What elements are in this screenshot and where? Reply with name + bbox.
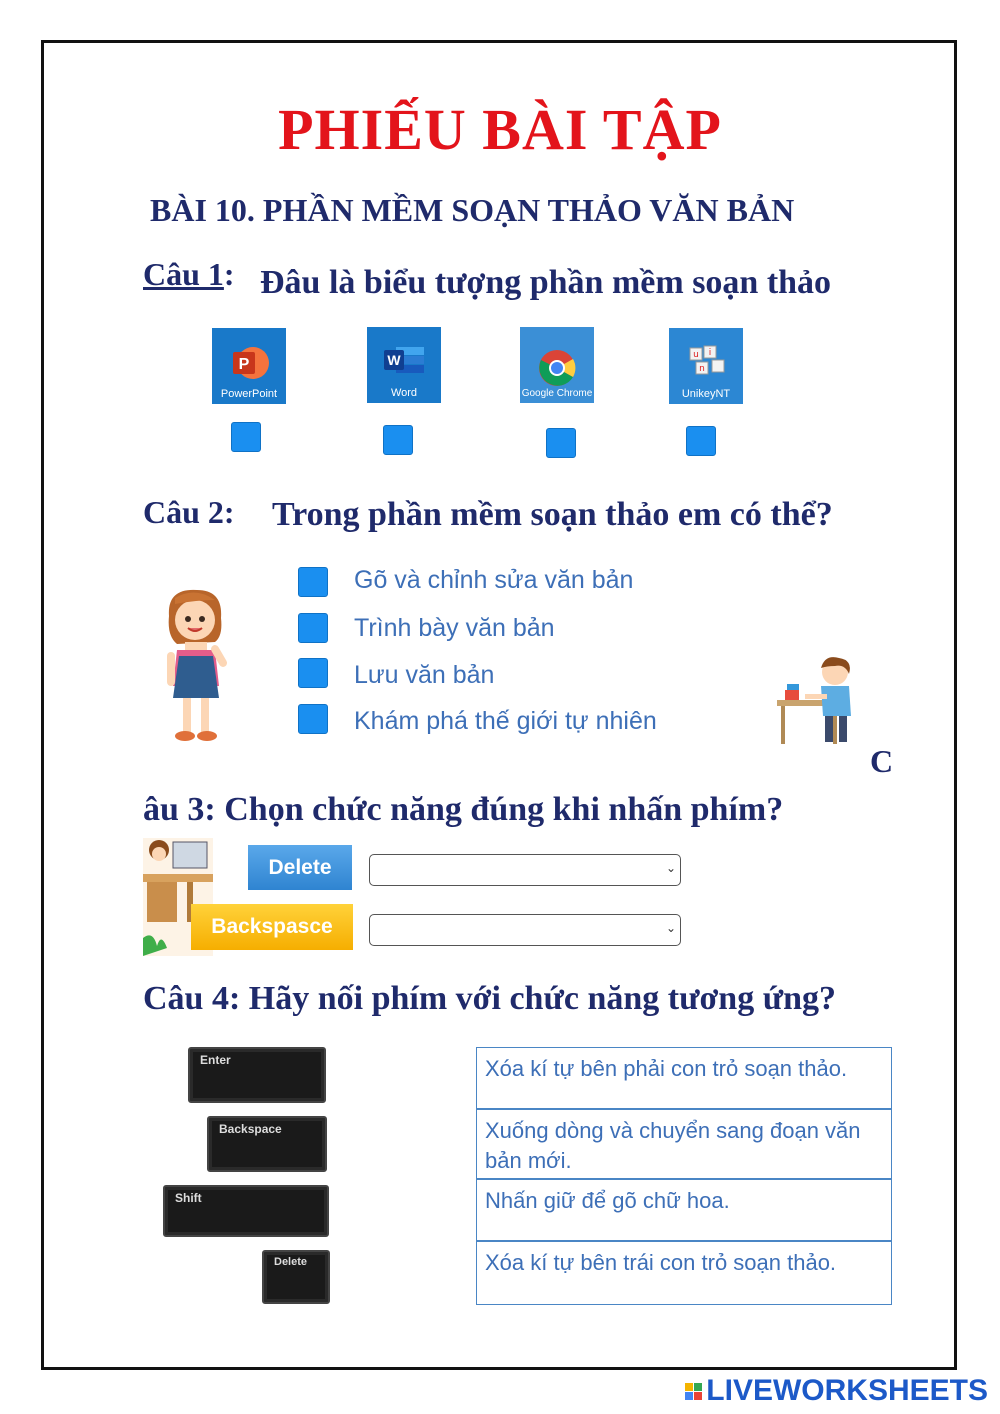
chevron-down-icon: ⌄ [665,861,676,875]
q2-option-1: Gõ và chỉnh sửa văn bản [354,566,634,594]
liveworksheets-logo-icon [685,1383,702,1400]
delete-key-label: Delete [248,845,352,890]
q3-label-c: C [870,743,894,779]
boy-studying-illustration [775,654,857,746]
q2-option-4: Khám phá thế giới tự nhiên [354,707,657,735]
q2-option-3: Lưu văn bản [354,661,495,689]
q2-text: Trong phần mềm soạn thảo em có thể? [272,496,833,533]
q4-function-2[interactable]: Xuống dòng và chuyển sang đoạn văn bản mới. [477,1110,891,1180]
q2-label: Câu 2: [143,494,235,530]
q1-text: Đâu là biểu tượng phần mềm soạn thảo [260,264,832,301]
q1-checkbox-chrome[interactable] [546,428,576,458]
delete-key[interactable]: Delete [262,1250,330,1304]
svg-text:W: W [387,352,401,368]
page-title: PHIẾU BÀI TẬP [278,97,722,162]
q2-checkbox-3[interactable] [298,658,328,688]
q2-checkbox-2[interactable] [298,613,328,643]
q2-checkbox-4[interactable] [298,704,328,734]
backspace-key[interactable]: Backspace [207,1116,327,1172]
q2-checkbox-1[interactable] [298,567,328,597]
chevron-down-icon: ⌄ [665,921,676,935]
q3-delete-dropdown[interactable] [369,854,681,886]
q3-backspace-dropdown[interactable] [369,914,681,946]
powerpoint-icon: P PowerPoint [212,328,286,404]
q2-option-2: Trình bày văn bản [354,614,555,642]
girl-illustration [157,586,237,750]
q1-checkbox-powerpoint[interactable] [231,422,261,452]
backspace-key-label: Backspasce [191,904,353,950]
svg-text:u: u [693,350,699,360]
q1-checkbox-word[interactable] [383,425,413,455]
shift-key[interactable]: Shift [163,1185,329,1237]
unikey-icon: u i n UnikeyNT [669,328,743,404]
svg-text:n: n [699,364,705,374]
brand-name: LIVEWORKSHEETS [706,1374,988,1407]
q4-function-3[interactable]: Nhấn giữ để gõ chữ hoa. [477,1180,891,1242]
q1-label: Câu 1 [143,256,224,292]
svg-text:P: P [238,356,250,373]
svg-text:i: i [708,348,712,358]
enter-key[interactable]: Enter [188,1047,326,1103]
q3-text: âu 3: Chọn chức năng đúng khi nhấn phím? [143,791,784,828]
q1-label-wrap [143,256,235,293]
lesson-subtitle: BÀI 10. PHẦN MỀM SOẠN THẢO VĂN BẢN [150,192,795,228]
q4-text: Câu 4: Hãy nối phím với chức năng tương ứng? [143,980,837,1017]
q1-colon: : [223,256,235,292]
q4-function-table [476,1047,892,1305]
brand-footer [685,1374,988,1408]
q4-function-4[interactable]: Xóa kí tự bên trái con trỏ soạn thảo. [485,1250,837,1275]
q4-function-1[interactable]: Xóa kí tự bên phải con trỏ soạn thảo. [477,1048,891,1110]
chrome-icon: Google Chrome [520,327,594,403]
word-icon: W Word [367,327,441,403]
q1-checkbox-unikey[interactable] [686,426,716,456]
